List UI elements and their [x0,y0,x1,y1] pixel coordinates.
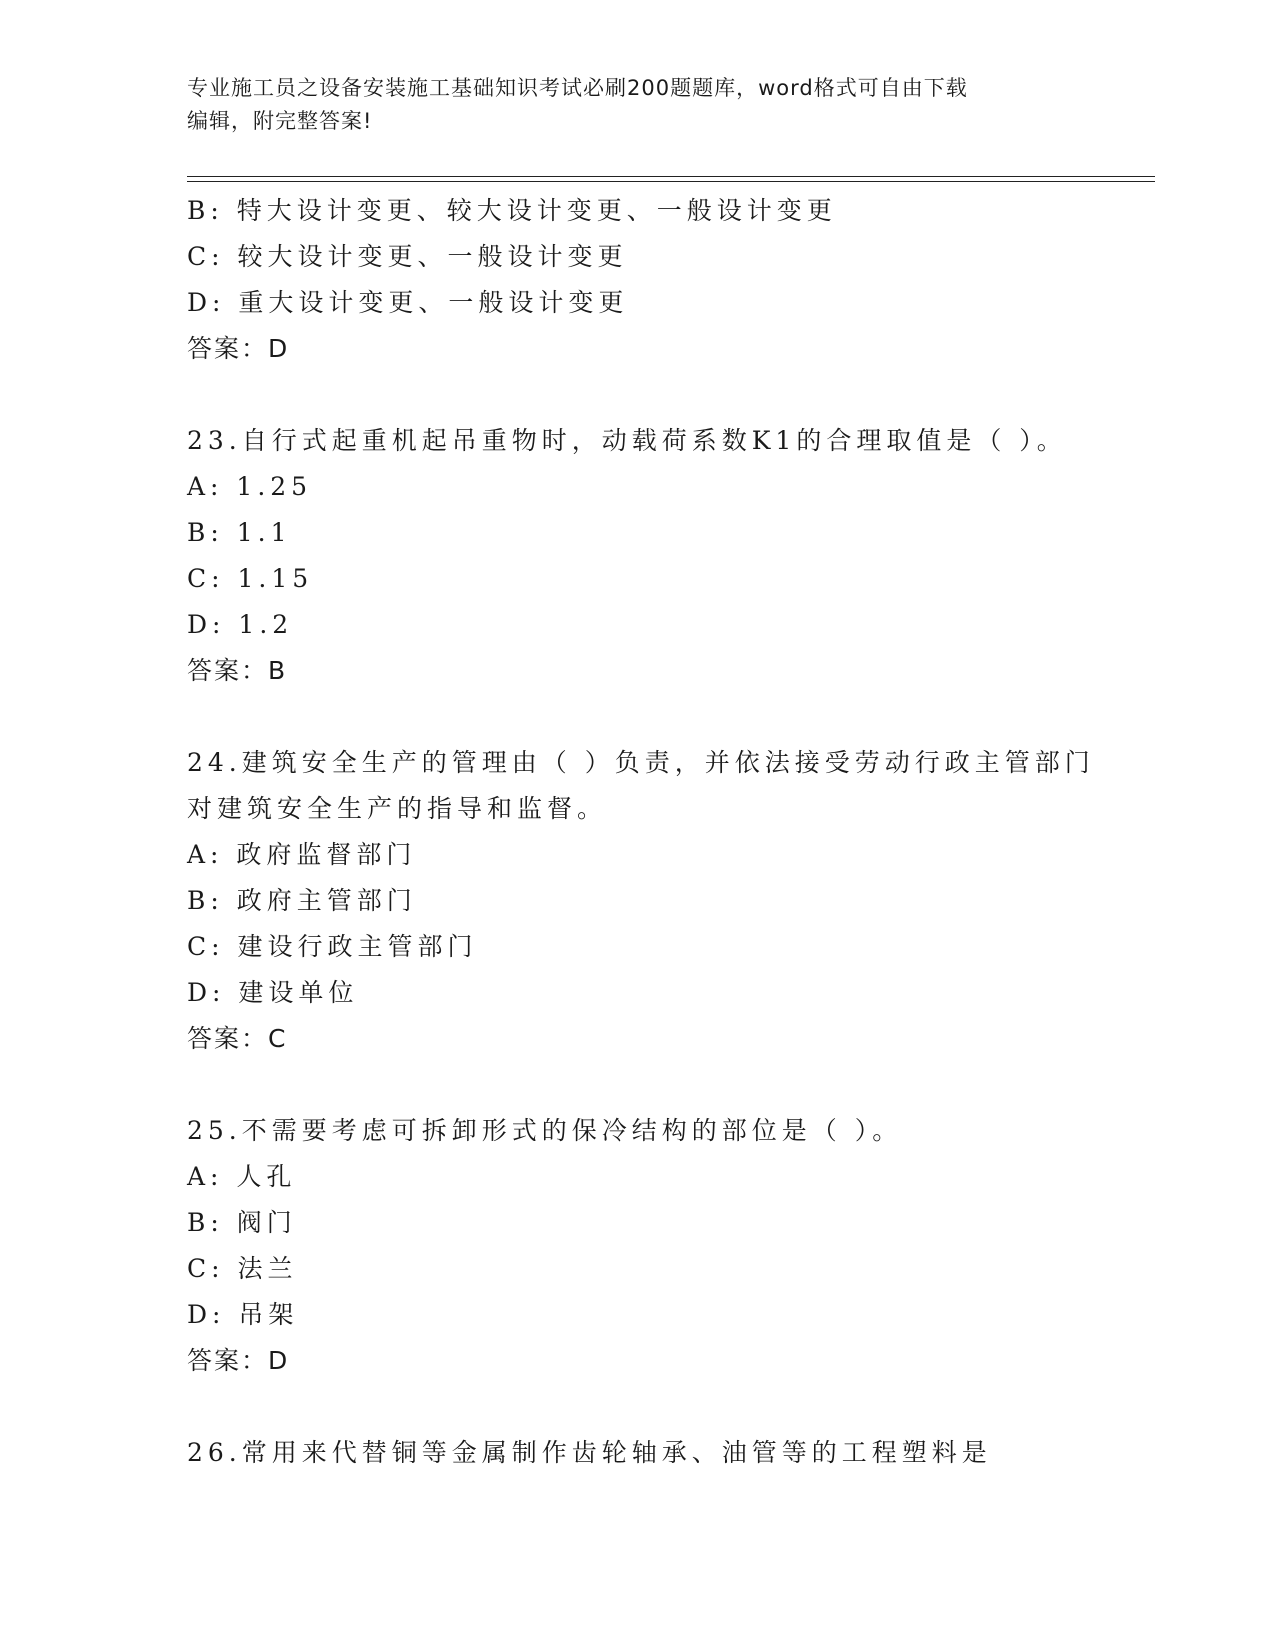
q25-option-c: C: 法兰 [187,1254,298,1283]
question-24 [187,740,1095,1062]
spacer [187,1384,1087,1430]
q23-answer: 答案：B [187,656,288,685]
question-22-tail [187,188,1087,372]
q25-answer: 答案：D [187,1346,290,1375]
q25-option-a: A: 人孔 [187,1162,297,1191]
q24-option-a: A: 政府监督部门 [187,840,417,869]
question-23 [187,418,1087,694]
q22-option-b: B: 特大设计变更、较大设计变更、一般设计变更 [187,196,837,225]
q24-option-b: B: 政府主管部门 [187,886,417,915]
q24-question-line2: 对建筑安全生产的指导和监督。 [187,794,608,823]
header-title-line2: 编辑，附完整答案! [187,109,373,133]
q23-option-b: B: 1.1 [187,518,292,547]
q24-option-c: C: 建设行政主管部门 [187,932,478,961]
spacer [187,372,1087,418]
q26-question: 26.常用来代替铜等金属制作齿轮轴承、油管等的工程塑料是 [187,1438,992,1467]
q22-option-d: D: 重大设计变更、一般设计变更 [187,288,629,317]
q23-option-a: A: 1.25 [187,472,313,501]
header-title-line1: 专业施工员之设备安装施工基础知识考试必刷200题题库，word格式可自由下载 [187,76,968,100]
q25-option-b: B: 阀门 [187,1208,297,1237]
q24-option-d: D: 建设单位 [187,978,359,1007]
q24-question-line1: 24.建筑安全生产的管理由（ ）负责，并依法接受劳动行政主管部门 [187,748,1095,777]
spacer [187,694,1087,740]
header-divider-bottom [187,181,1155,182]
q22-answer: 答案：D [187,334,290,363]
question-list [187,188,1095,1476]
q24-answer: 答案：C [187,1024,288,1053]
q23-option-d: D: 1.2 [187,610,294,639]
q25-question: 25.不需要考虑可拆卸形式的保冷结构的部位是（ ）。 [187,1116,903,1145]
question-26 [187,1430,1087,1476]
question-25 [187,1108,1087,1384]
q25-option-d: D: 吊架 [187,1300,299,1329]
document-header [187,72,1087,138]
spacer [187,1062,1087,1108]
q23-option-c: C: 1.15 [187,564,314,593]
header-divider-top [187,176,1155,177]
q23-question: 23.自行式起重机起吊重物时，动载荷系数K1的合理取值是（ ）。 [187,426,1067,455]
q22-option-c: C: 较大设计变更、一般设计变更 [187,242,628,271]
